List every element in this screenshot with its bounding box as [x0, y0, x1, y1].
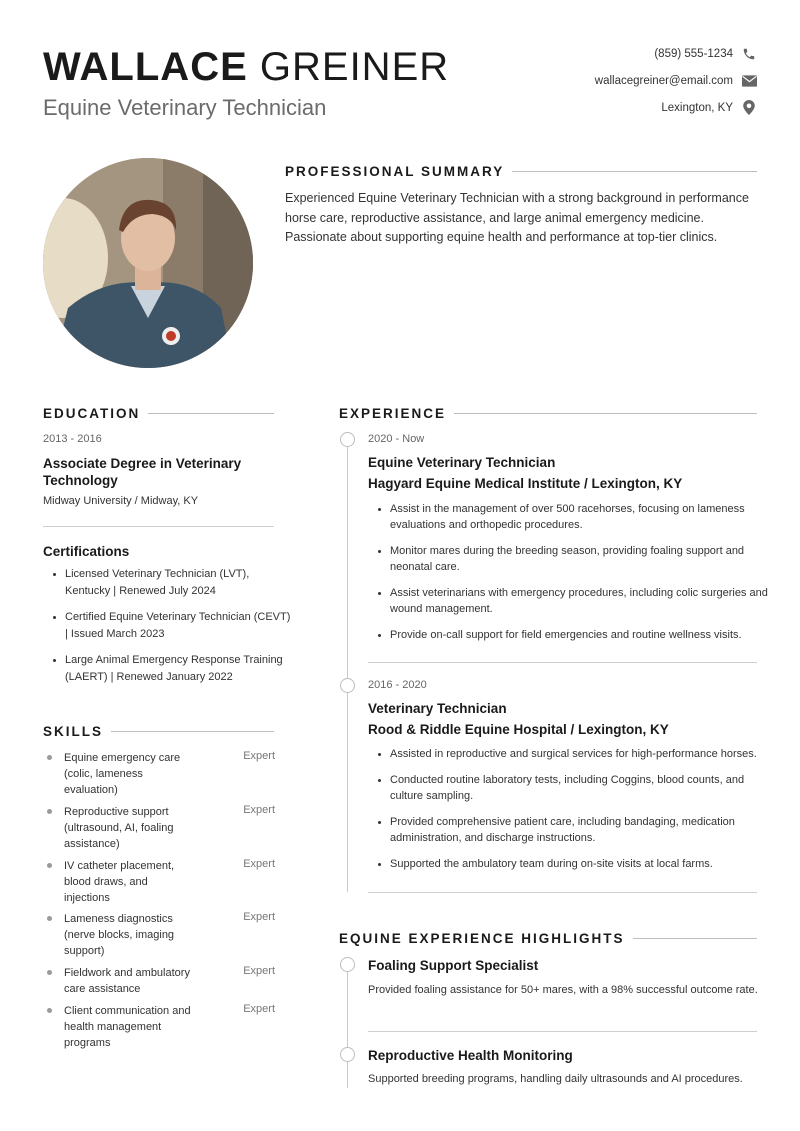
certification-item: Large Animal Emergency Response Training (LAERT) | Renewed January 2022 [53, 652, 293, 685]
section-divider [148, 413, 274, 414]
contact-phone[interactable] [437, 40, 757, 67]
bullet-icon [47, 1008, 52, 1013]
highlight-divider [368, 1031, 757, 1032]
timeline-dot [340, 957, 355, 972]
timeline-dot [340, 678, 355, 693]
education-degree: Associate Degree in Veterinary Technology [43, 456, 242, 488]
timeline-line [347, 965, 348, 1088]
skill-name: Reproductive support (ultrasound, AI, foaling assistance) [64, 806, 174, 850]
job-divider [368, 892, 757, 893]
education-divider [43, 526, 274, 527]
candidate-name [43, 44, 449, 90]
job-bullet: Assisted in reproductive and surgical services for high-performance horses. [378, 746, 770, 762]
certification-item: Certified Equine Veterinary Technician (CEVT) | Issued March 2023 [53, 609, 293, 642]
location-text: Lexington, KY [661, 101, 733, 114]
skills-heading: SKILLS [43, 724, 104, 739]
skill-level: Expert [243, 1003, 275, 1015]
phone-icon [741, 46, 757, 62]
highlight-description: Provided foaling assistance for 50+ mares, with a 98% successful outcome rate. [368, 984, 758, 996]
bullet-icon [47, 863, 52, 868]
last-name: GREINER [259, 45, 450, 89]
job-company: Hagyard Equine Medical Institute / Lexington, KY [368, 476, 683, 491]
highlights-section-header [339, 931, 757, 946]
certification-item: Licensed Veterinary Technician (LVT), Kentucky | Renewed July 2024 [53, 566, 293, 599]
job-bullet: Assist veterinarians with emergency procedures, including colic surgeries and wound management. [378, 585, 770, 617]
job-bullets [378, 746, 770, 872]
job-role: Equine Veterinary Technician [368, 455, 556, 470]
skill-level: Expert [243, 965, 275, 977]
experience-section-header [339, 406, 757, 421]
first-name: WALLACE [43, 45, 248, 89]
timeline-line [347, 440, 348, 892]
job-bullet: Monitor mares during the breeding season, providing foaling support and neonatal care. [378, 543, 770, 575]
education-heading: EDUCATION [43, 406, 141, 421]
summary-text: Experienced Equine Veterinary Technician with a strong background in performance horse care, reproductive assistance, and large animal emergency medicine. Passionate about supporting equine health and performance at top-tier clinics. [285, 191, 749, 244]
bullet-icon [47, 970, 52, 975]
envelope-icon [741, 73, 757, 89]
job-bullet: Provide on-call support for field emergencies and routine wellness visits. [378, 627, 770, 643]
job-company: Rood & Riddle Equine Hospital / Lexington, KY [368, 722, 669, 737]
skill-name: Lameness diagnostics (nerve blocks, imaging support) [64, 913, 175, 957]
highlight-description: Supported breeding programs, handling daily ultrasounds and AI procedures. [368, 1073, 743, 1085]
skill-name: IV catheter placement, blood draws, and injections [64, 860, 175, 904]
skill-level: Expert [243, 750, 275, 762]
skill-level: Expert [243, 804, 275, 816]
bullet-icon [47, 916, 52, 921]
contact-email[interactable] [437, 67, 757, 94]
timeline-dot [340, 1047, 355, 1062]
certifications-list [53, 566, 293, 695]
job-divider [368, 662, 757, 663]
map-pin-icon [741, 100, 757, 116]
skill-level: Expert [243, 858, 275, 870]
section-divider [512, 171, 757, 172]
job-date: 2020 - Now [368, 433, 425, 445]
section-divider [454, 413, 757, 414]
job-date: 2016 - 2020 [368, 679, 427, 691]
summary-heading: PROFESSIONAL SUMMARY [285, 164, 505, 179]
highlight-title: Foaling Support Specialist [368, 958, 539, 973]
section-divider [633, 938, 757, 939]
skill-level: Expert [243, 911, 275, 923]
education-school: Midway University / Midway, KY [43, 495, 199, 507]
education-date: 2013 - 2016 [43, 433, 102, 445]
education-section-header [43, 406, 274, 421]
skill-name: Client communication and health management programs [64, 1005, 191, 1049]
skills-section-header [43, 724, 274, 739]
section-divider [111, 731, 274, 732]
job-bullet: Supported the ambulatory team during on-site visits at local farms. [378, 856, 770, 872]
phone-text: (859) 555-1234 [654, 47, 733, 60]
job-bullets [378, 501, 770, 643]
bullet-icon [47, 809, 52, 814]
skill-name: Equine emergency care (colic, lameness evaluation) [64, 752, 181, 796]
experience-heading: EXPERIENCE [339, 406, 447, 421]
contact-location [437, 94, 757, 121]
bullet-icon [47, 755, 52, 760]
contact-block [437, 40, 757, 121]
job-bullet: Conducted routine laboratory tests, including Coggins, blood counts, and culture sampling. [378, 772, 770, 804]
job-bullet: Provided comprehensive patient care, including bandaging, medication administration, and discharge instructions. [378, 814, 770, 846]
summary-section-header [285, 164, 757, 179]
job-title: Equine Veterinary Technician [43, 95, 327, 120]
skill-name: Fieldwork and ambulatory care assistance [64, 967, 190, 995]
profile-photo [43, 158, 253, 368]
email-text: wallacegreiner@email.com [594, 74, 733, 87]
certifications-heading: Certifications [43, 544, 130, 559]
timeline-dot [340, 432, 355, 447]
highlights-heading: EQUINE EXPERIENCE HIGHLIGHTS [339, 931, 625, 946]
job-bullet: Assist in the management of over 500 racehorses, focusing on lameness evaluations and orthopedic procedures. [378, 501, 770, 533]
job-role: Veterinary Technician [368, 701, 507, 716]
highlight-title: Reproductive Health Monitoring [368, 1048, 573, 1063]
